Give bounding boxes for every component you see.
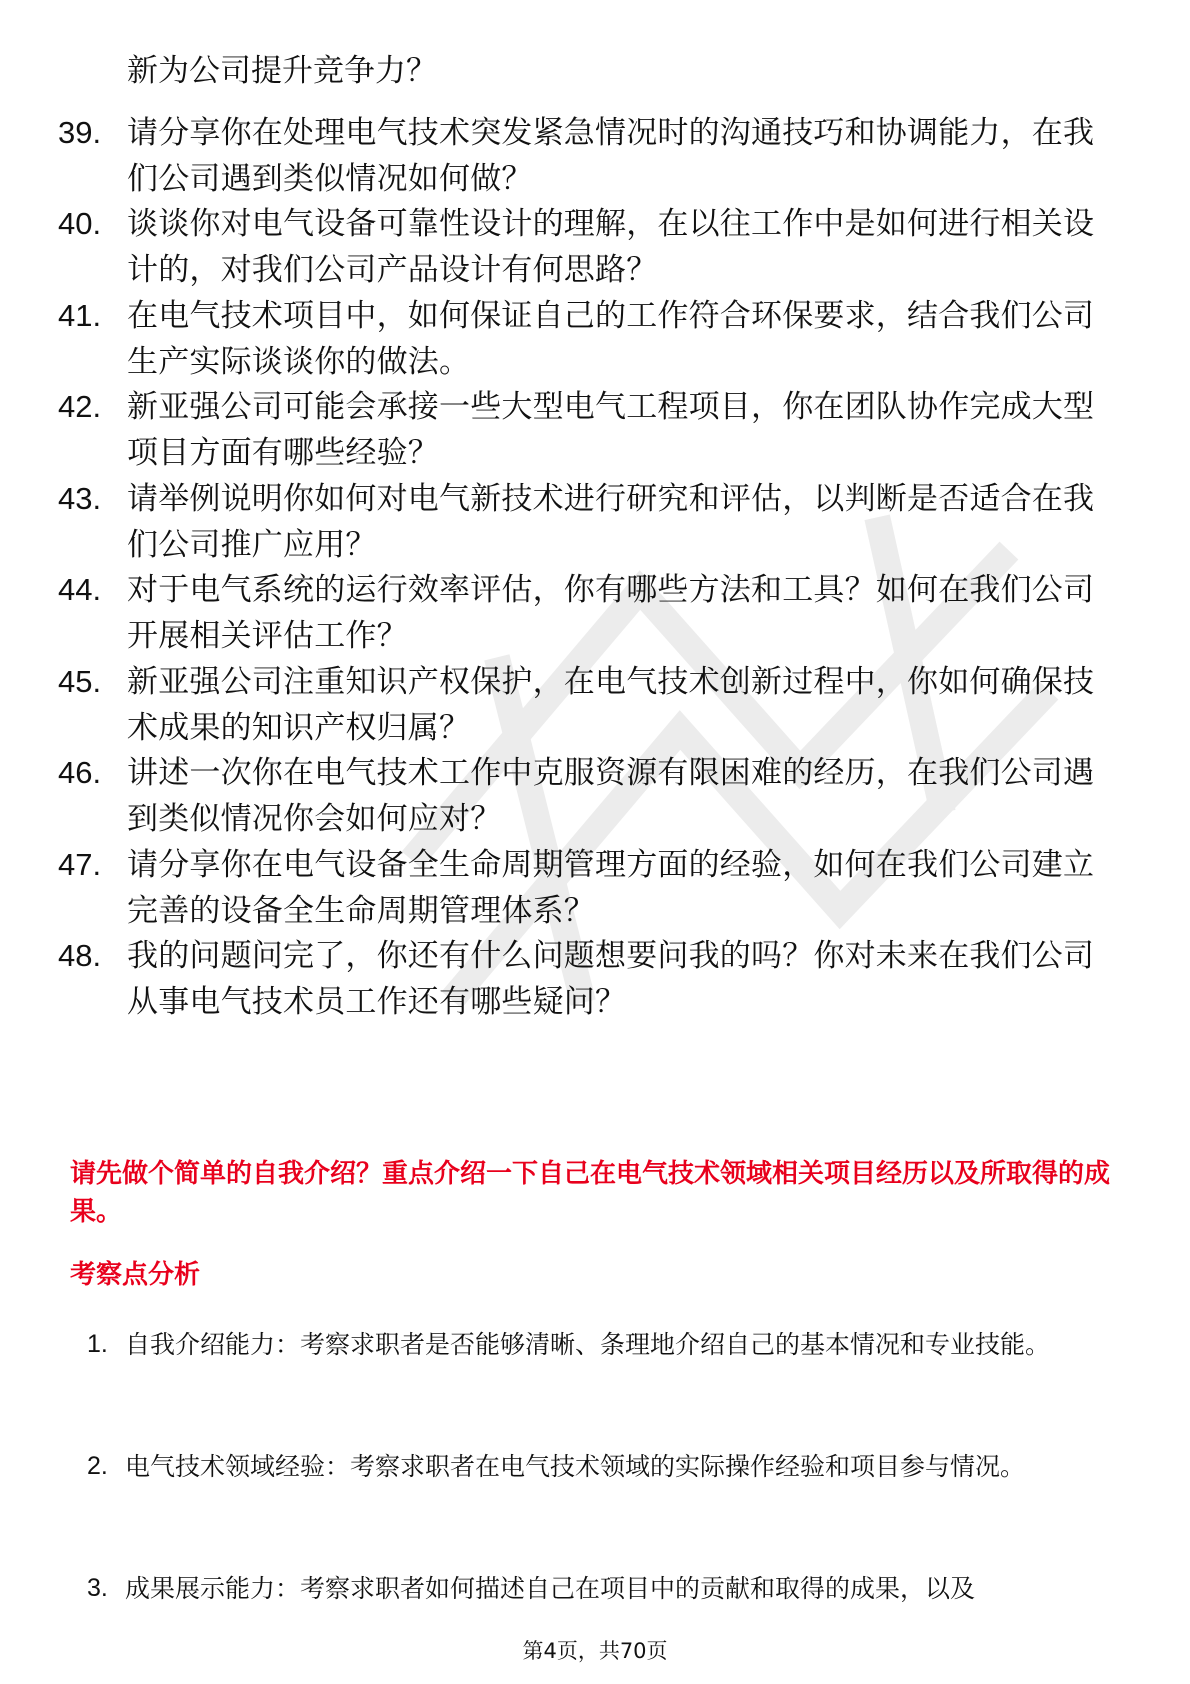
question-text: 请分享你在处理电气技术突发紧急情况时的沟通技巧和协调能力，在我们公司遇到类似情况如何做？: [127, 115, 1095, 197]
analysis-point-text: 电气技术领域经验：考察求职者在电气技术领域的实际操作经验和项目参与情况。: [125, 1452, 1026, 1481]
question-number: 47.: [58, 847, 102, 882]
analysis-point-text: 自我介绍能力：考察求职者是否能够清晰、条理地介绍自己的基本情况和专业技能。: [125, 1330, 1051, 1359]
analysis-point-number: 2.: [87, 1452, 108, 1480]
question-text: 对于电气系统的运行效率评估，你有哪些方法和工具？如何在我们公司开展相关评估工作？: [127, 572, 1095, 654]
analysis-point-number: 3.: [87, 1574, 108, 1602]
question-text: 请分享你在电气设备全生命周期管理方面的经验，如何在我们公司建立完善的设备全生命周期管理体系？: [127, 847, 1095, 929]
question-number: 48.: [58, 938, 102, 973]
question-text: 新亚强公司注重知识产权保护，在电气技术创新过程中，你如何确保技术成果的知识产权归属？: [127, 664, 1095, 746]
analysis-heading: 考察点分析: [70, 1260, 201, 1290]
question-text: 新亚强公司可能会承接一些大型电气工程项目，你在团队协作完成大型项目方面有哪些经验？: [127, 389, 1095, 471]
continued-question-line: 新为公司提升竞争力？: [127, 53, 437, 89]
question-number: 43.: [58, 481, 102, 516]
question-number: 40.: [58, 206, 102, 241]
question-number: 39.: [58, 115, 102, 150]
question-text: 讲述一次你在电气技术工作中克服资源有限困难的经历，在我们公司遇到类似情况你会如何应对？: [127, 755, 1095, 837]
page-footer: 第4页，共70页: [522, 1639, 668, 1663]
question-text: 请举例说明你如何对电气新技术进行研究和评估，以判断是否适合在我们公司推广应用？: [127, 481, 1095, 563]
question-text: 在电气技术项目中，如何保证自己的工作符合环保要求，结合我们公司生产实际谈谈你的做法。: [127, 298, 1095, 380]
analysis-point-number: 1.: [87, 1330, 108, 1358]
question-number: 45.: [58, 664, 102, 699]
question-number: 41.: [58, 298, 102, 333]
question-number: 46.: [58, 755, 102, 790]
question-text: 我的问题问完了，你还有什么问题想要问我的吗？你对未来在我们公司从事电气技术员工作还有哪些疑问？: [127, 938, 1095, 1020]
question-number: 42.: [58, 389, 102, 424]
answer-question-heading: 请先做个简单的自我介绍？重点介绍一下自己在电气技术领域相关项目经历以及所取得的成果。: [70, 1159, 1111, 1227]
question-text: 谈谈你对电气设备可靠性设计的理解，在以往工作中是如何进行相关设计的，对我们公司产品设计有何思路？: [127, 206, 1095, 288]
question-number: 44.: [58, 572, 102, 607]
analysis-point-text: 成果展示能力：考察求职者如何描述自己在项目中的贡献和取得的成果，以及: [125, 1574, 976, 1603]
